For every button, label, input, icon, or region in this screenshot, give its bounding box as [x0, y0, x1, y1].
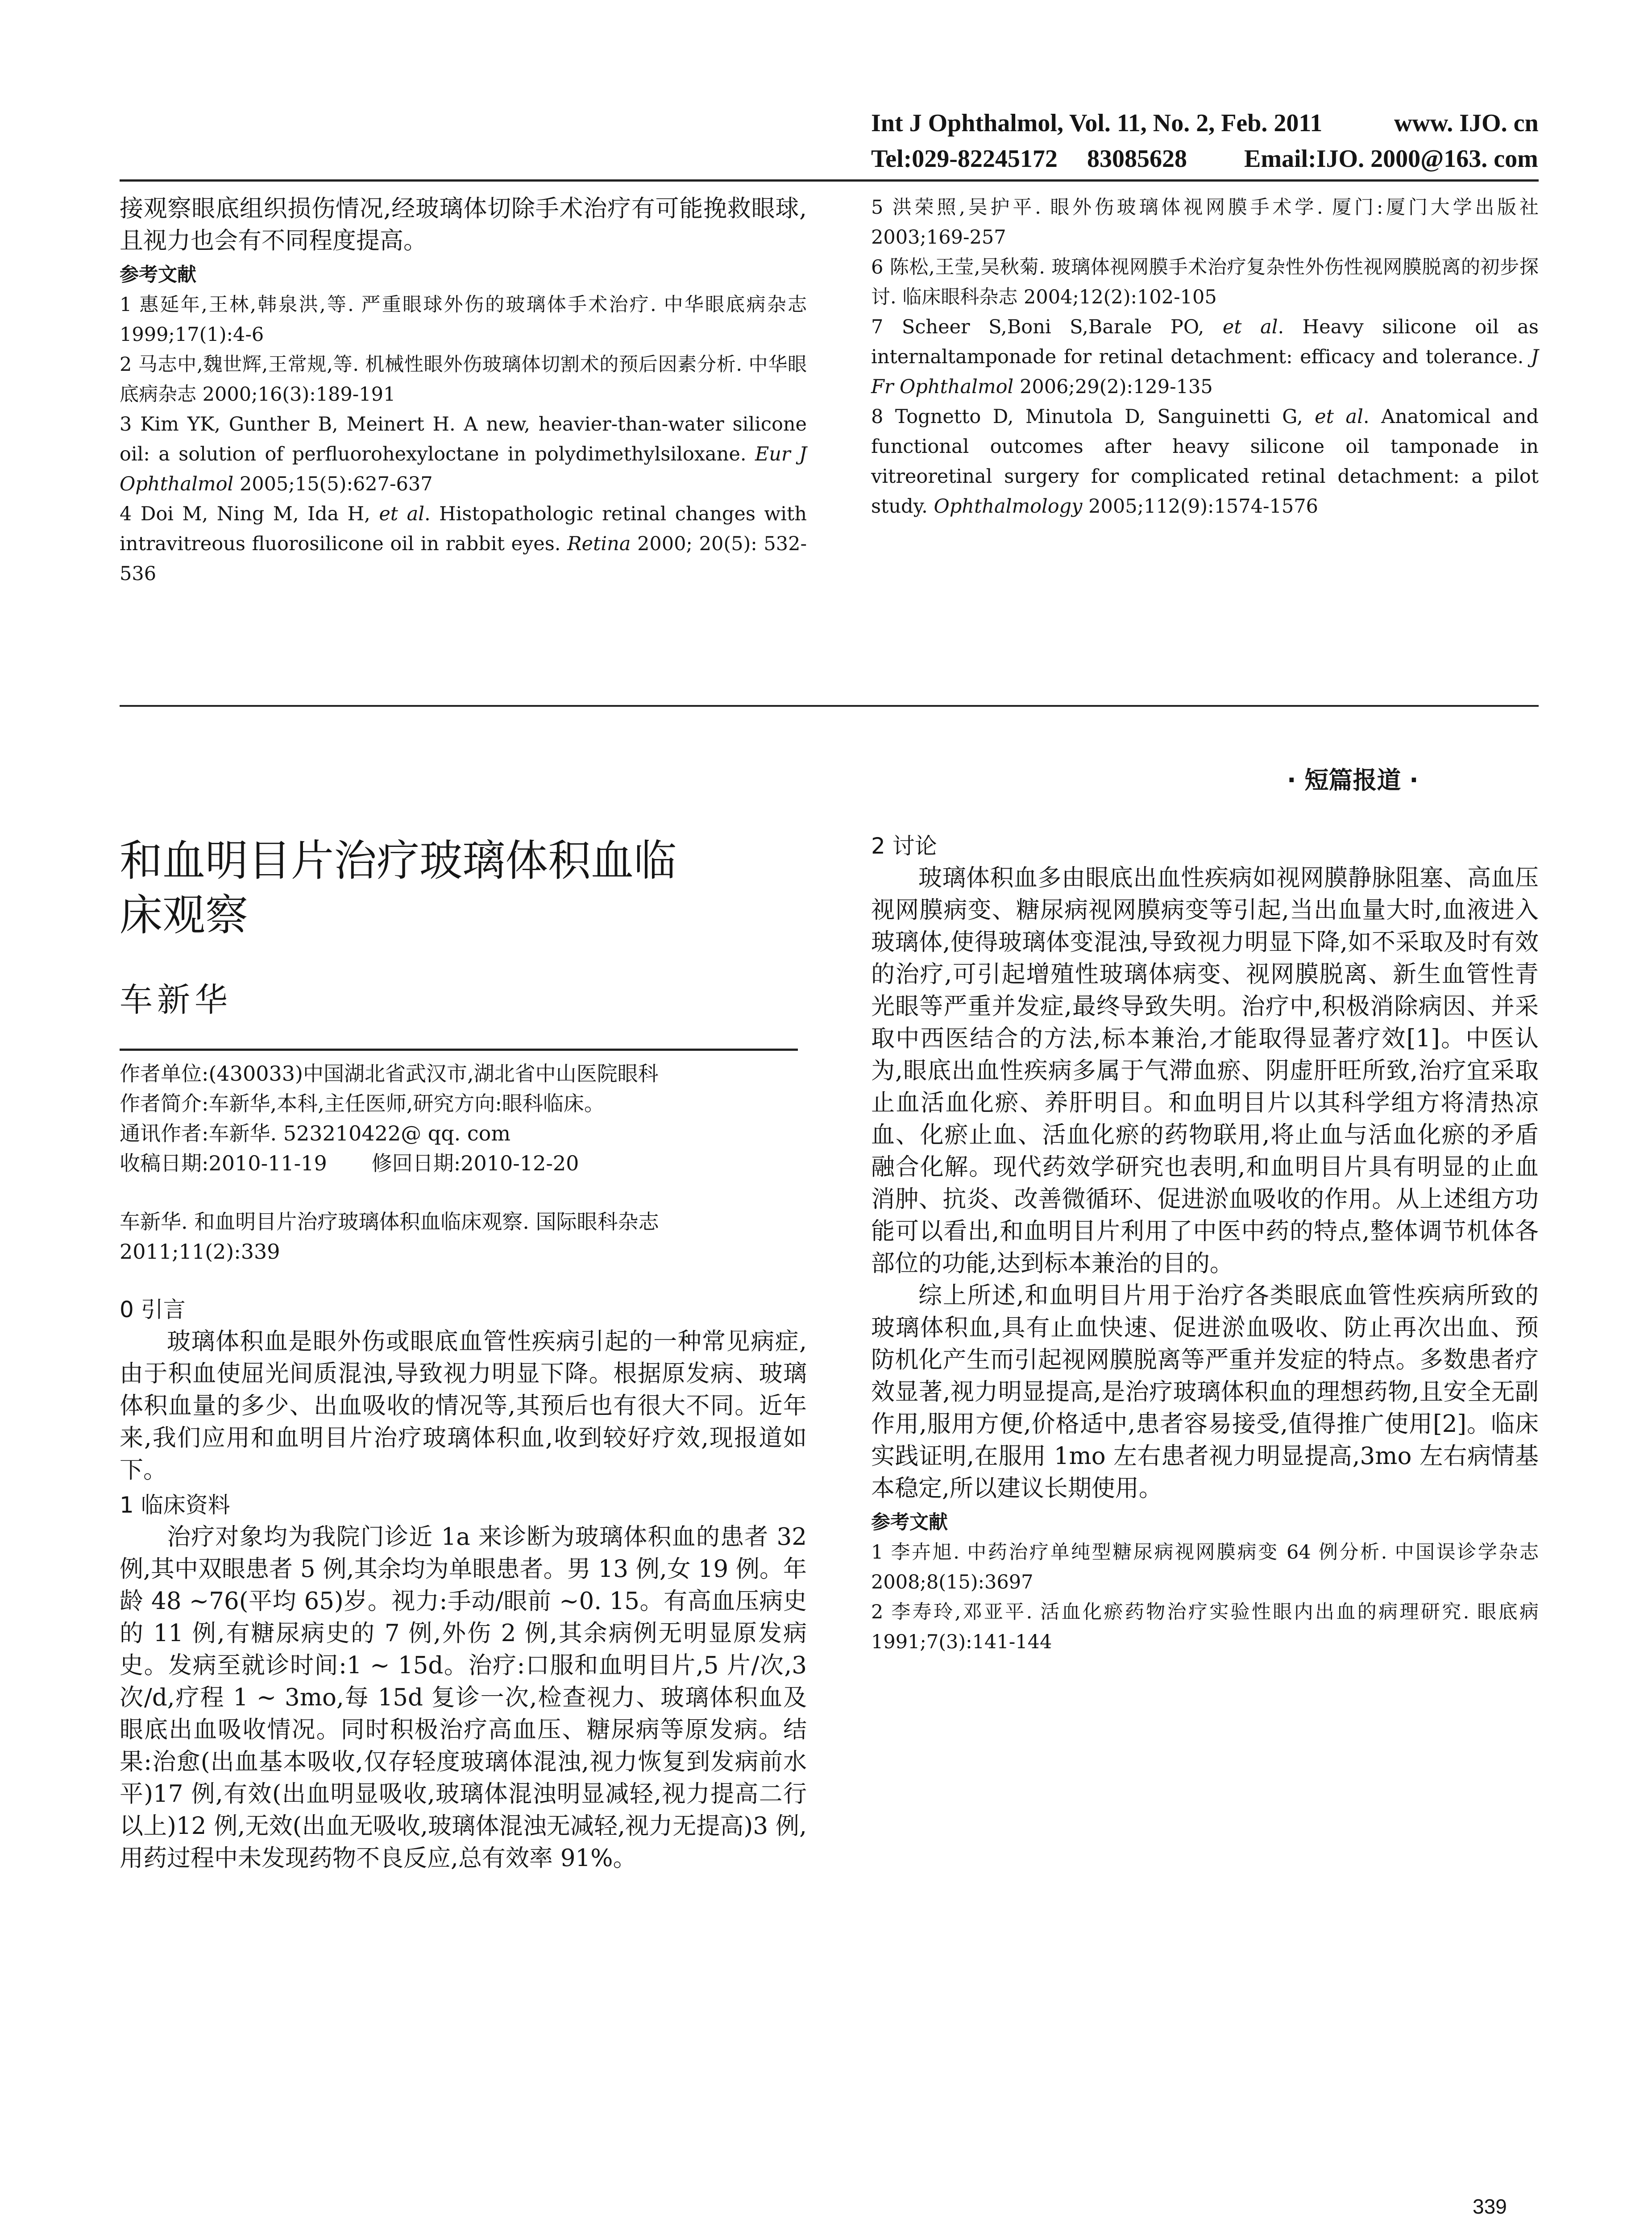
article-right-column [871, 830, 1539, 1657]
header-tel: Tel:029-82245172 [871, 145, 1058, 173]
revised-date: 修回日期:2010-12-20 [371, 1151, 579, 1175]
prev-article-left-column [120, 193, 807, 589]
prev-refs-heading: 参考文献 [120, 264, 196, 286]
prev-ref-3: 3 Kim YK, Gunther B, Meinert H. A new, heavier-than-water silicone oil: a solution of perfluorohexyloctane in polydimethylsiloxane. Eur J Ophthalmol 2005;15(5):627-637 [120, 413, 807, 495]
prev-ref-5: 5 洪荣照,吴护平. 眼外伤玻璃体视网膜手术学. 厦门:厦门大学出版社 2003;169-257 [871, 196, 1539, 249]
article-ref-1: 1 李卉旭. 中药治疗单纯型糖尿病视网膜病变 64 例分析. 中国误诊学杂志 2008;8(15):3697 [871, 1541, 1539, 1593]
article-ref-2: 2 李寿玲,邓亚平. 活血化瘀药物治疗实验性眼内出血的病理研究. 眼底病 1991;7(3):141-144 [871, 1601, 1539, 1653]
journal-citation: Int J Ophthalmol, Vol. 11, No. 2, Feb. 2011 [871, 109, 1323, 137]
section-0-paragraph: 玻璃体积血是眼外伤或眼底血管性疾病引起的一种常见病症,由于积血使屈光间质混浊,导致视力明显下降。根据原发病、玻璃体积血量的多少、出血吸收的情况等,其预后也有很大不同。近年来,我们应用和血明目片治疗玻璃体积血,收到较好疗效,现报道如下。 [120, 1328, 807, 1484]
header-journal [871, 106, 1322, 140]
citation: 车新华. 和血明目片治疗玻璃体积血临床观察. 国际眼科杂志 2011;11(2):339 [120, 1210, 659, 1264]
article-title [120, 834, 807, 942]
title-line-2: 床观察 [120, 890, 248, 940]
prev-ref-2: 2 马志中,魏世辉,王常规,等. 机械性眼外伤玻璃体切割术的预后因素分析. 中华眼底病杂志 2000;16(3):189-191 [120, 353, 807, 406]
ref3-journal: Eur J Ophthalmol [120, 443, 807, 495]
header-email[interactable]: Email:IJO. 2000@163. com [1244, 145, 1538, 173]
article-refs-heading: 参考文献 [871, 1511, 948, 1534]
ref7-journal: J Fr Ophthalmol [871, 346, 1539, 398]
section-1-heading: 1 临床资料 [120, 1492, 230, 1518]
article-author: 车新华 [120, 981, 232, 1019]
prev-ref-7: 7 Scheer S,Boni S,Barale PO, et al. Heavy silicone oil as internaltamponade for retinal detachment: efficacy and tolerance. J Fr Ophthalmol 2006;29(2):129-135 [871, 316, 1539, 398]
article-separator [120, 705, 1539, 707]
prev-article-tail-text: 接观察眼底组织损伤情况,经玻璃体切除手术治疗有可能挽救眼球,且视力也会有不同程度提高。 [120, 195, 807, 254]
prev-ref-8: 8 Tognetto D, Minutola D, Sanguinetti G, et al. Anatomical and functional outcomes after heavy silicone oil tamponade in vitreoretinal surgery for complicated retinal detachment: a pilot study. Ophthalmology 2005;112(9):1574-1576 [871, 406, 1539, 518]
article-left-column [120, 834, 807, 1874]
affiliation: 作者单位:(430033)中国湖北省武汉市,湖北省中山医院眼科 [120, 1062, 659, 1086]
author-bio: 作者简介:车新华,本科,主任医师,研究方向:眼科临床。 [120, 1091, 605, 1116]
prev-ref-6: 6 陈松,王莹,吴秋菊. 玻璃体视网膜手术治疗复杂性外伤性视网膜脱离的初步探讨. 临床眼科杂志 2004;12(2):102-105 [871, 256, 1539, 308]
section-1-paragraph: 治疗对象均为我院门诊近 1a 来诊断为玻璃体积血的患者 32 例,其中双眼患者 5 例,其余均为单眼患者。男 13 例,女 19 例。年龄 48 ~76(平均 65)岁。视力:手动/眼前 ~0. 15。有高血压病史的 11 例,有糖尿病史的 7 例,外伤 2 例,其余病例无明显原发病史。发病至就诊时间:1 ~ 15d。治疗:口服和血明目片,5 片/次,3 次/d,疗程 1 ~ 3mo,每 15d 复诊一次,检查视力、玻璃体积血及眼底出血吸收情况。同时积极治疗高血压、糖尿病等原发病。结果:治愈(出血基本吸收,仅存轻度玻璃体混浊,视力恢复到发病前水平)17 例,有效(出血明显吸收,玻璃体混浊明显减轻,视力提高二行以上)12 例,无效(出血无吸收,玻璃体混浊无减轻,视力无提高)3 例,用药过程中未发现药物不良反应,总有效率 91%。 [120, 1523, 807, 1872]
section-2-heading: 2 讨论 [871, 833, 937, 859]
prev-ref-4: 4 Doi M, Ning M, Ida H, et al. Histopathologic retinal changes with intravitreous fluorosilicone oil in rabbit eyes. Retina 2000; 20(5): 532-536 [120, 503, 807, 585]
author-rule [120, 1049, 798, 1051]
header-website[interactable]: www. IJO. cn [1394, 109, 1539, 137]
page-number: 339 [1473, 2195, 1507, 2218]
prev-ref-1: 1 惠延年,王林,韩泉洪,等. 严重眼球外伤的玻璃体手术治疗. 中华眼底病杂志 1999;17(1):4-6 [120, 294, 807, 346]
received-date: 收稿日期:2010-11-19 [120, 1151, 327, 1175]
header-tel2: 83085628 [1087, 145, 1187, 173]
section-0-heading: 0 引言 [120, 1297, 186, 1323]
ref4-journal: Retina [567, 533, 631, 555]
dates [120, 1149, 807, 1178]
author-info [120, 1059, 807, 1178]
ref8-journal: Ophthalmology [934, 495, 1083, 518]
section-tag: · 短篇报道 · [1287, 766, 1419, 794]
header-rule [120, 179, 1539, 182]
title-line-1: 和血明目片治疗玻璃体积血临 [120, 836, 677, 886]
correspondence: 通讯作者:车新华. 523210422@ qq. com [120, 1121, 511, 1145]
prev-article-right-column [871, 193, 1539, 522]
section-2-paragraph-1: 玻璃体积血多由眼底出血性疾病如视网膜静脉阻塞、高血压视网膜病变、糖尿病视网膜病变等引起,当出血量大时,血液进入玻璃体,使得玻璃体变混浊,导致视力明显下降,如不采取及时有效的治疗,可引起增殖性玻璃体病变、视网膜脱离、新生血管性青光眼等严重并发症,最终导致失明。治疗中,积极消除病因、并采取中西医结合的方法,标本兼治,才能取得显著疗效[1]。中医认为,眼底出血性疾病多属于气滞血瘀、阴虚肝旺所致,治疗宜采取止血活血化瘀、养肝明目。和血明目片以其科学组方将清热凉血、化瘀止血、活血化瘀的药物联用,将止血与活血化瘀的矛盾融合化解。现代药效学研究也表明,和血明目片具有明显的止血消肿、抗炎、改善微循环、促进淤血吸收的作用。从上述组方功能可以看出,和血明目片利用了中医中药的特点,整体调节机体各部位的功能,达到标本兼治的目的。 [871, 864, 1539, 1277]
section-2-paragraph-2: 综上所述,和血明目片用于治疗各类眼底血管性疾病所致的玻璃体积血,具有止血快速、促进淤血吸收、防止再次出血、预防机化产生而引起视网膜脱离等严重并发症的特点。多数患者疗效显著,视力明显提高,是治疗玻璃体积血的理想药物,且安全无副作用,服用方便,价格适中,患者容易接受,值得推广使用[2]。临床实践证明,在服用 1mo 左右患者视力明显提高,3mo 左右病情基本稳定,所以建议长期使用。 [871, 1282, 1539, 1502]
